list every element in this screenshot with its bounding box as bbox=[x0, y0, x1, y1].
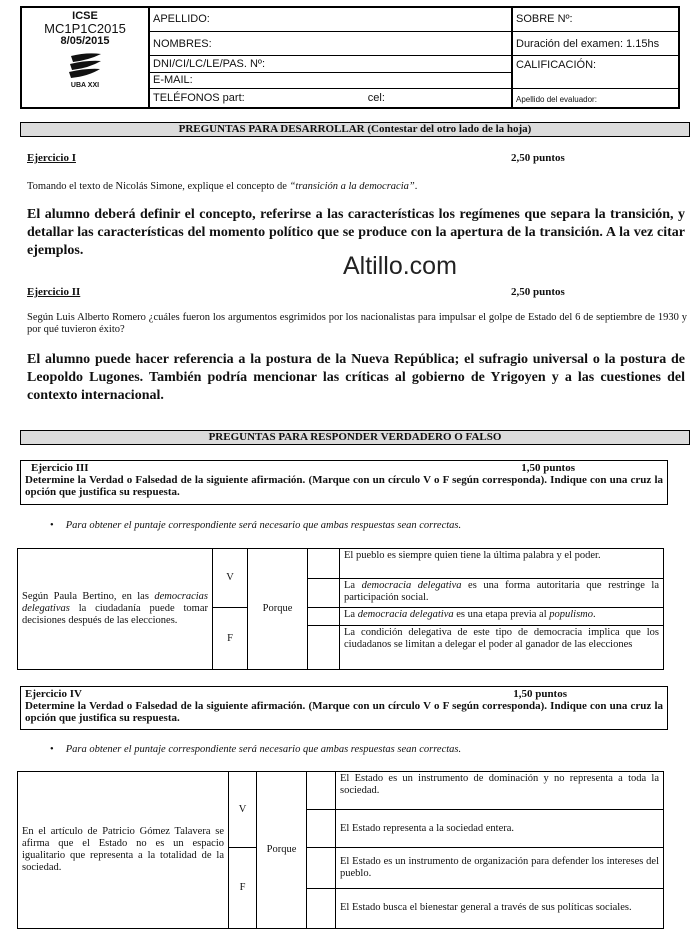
ej2-question: Según Luis Alberto Romero ¿cuáles fueron los argumentos esgrimidos por los nacionalistas para impulsar el golpe de Estado del 6 de septiembre de 1930 y por qué tuvieron éxito? bbox=[27, 312, 687, 335]
ej4-option-2: El Estado representa a la sociedad entera. bbox=[336, 810, 664, 848]
nombres-field[interactable]: NOMBRES: bbox=[149, 31, 512, 55]
section-desarrollar-title: PREGUNTAS PARA DESARROLLAR (Contestar del otro lado de la hoja) bbox=[20, 122, 690, 137]
email-field[interactable]: E-MAIL: bbox=[149, 72, 512, 88]
ej4-porque: Porque bbox=[257, 772, 307, 929]
ej3-table bbox=[17, 548, 664, 670]
watermark: Altillo.com bbox=[343, 252, 457, 280]
ej3-option-2 bbox=[340, 579, 664, 608]
ej3-opt2-a: La bbox=[344, 580, 362, 592]
ej3-opt2-c: es una forma autoritaria que restringe la participación social. bbox=[344, 580, 659, 604]
bullet-icon: • bbox=[50, 744, 54, 755]
ej3-statement-a: Según Paula Bertino, en las bbox=[22, 591, 155, 602]
logo-org: UBA XXI bbox=[70, 82, 100, 89]
dni-field[interactable]: DNI/CI/LC/LE/PAS. Nº: bbox=[149, 56, 512, 72]
ej3-statement bbox=[18, 549, 213, 670]
ej2-title: Ejercicio II bbox=[27, 286, 81, 298]
ej3-opt3-term: democracia delegativa bbox=[357, 609, 454, 621]
ej4-check-3[interactable] bbox=[307, 848, 336, 888]
ej1-title: Ejercicio I bbox=[27, 152, 76, 164]
ej2-points: 2,50 puntos bbox=[511, 286, 565, 298]
ej1-question bbox=[27, 181, 687, 193]
ej3-option-f[interactable]: F bbox=[213, 608, 248, 670]
ej2-answer: El alumno puede hacer referencia a la postura de la Nueva República; el sufragio universal o la postura de Leopoldo Lugones. También podría mencionar las críticas al gobierno de Yrigoyen y a las cuestiones del contexto internacional. bbox=[27, 352, 685, 403]
ej4-option-3: El Estado es un instrumento de organización para defender los intereses del pueblo. bbox=[336, 848, 664, 888]
ej4-instruction: Determine la Verdad o Falsedad de la siguiente afirmación. (Marque con un círculo V o F según corresponda). Indique con una cruz la opción que justifica su respuesta. bbox=[25, 700, 663, 724]
ej3-instruction-box bbox=[20, 460, 668, 505]
header-logo-cell bbox=[21, 7, 149, 108]
ej3-title: Ejercicio III bbox=[31, 462, 89, 474]
ej4-option-4: El Estado busca el bienestar general a través de sus políticas sociales. bbox=[336, 888, 664, 928]
ej3-check-3[interactable] bbox=[308, 608, 340, 625]
cel-label: cel: bbox=[367, 92, 385, 105]
ej4-statement: En el artículo de Patricio Gómez Talavera se afirma que el Estado no es un espacio igualitario que representa a la totalidad de la sociedad. bbox=[18, 772, 229, 929]
logo-line-1: ICSE bbox=[72, 10, 98, 22]
ej4-check-1[interactable] bbox=[307, 772, 336, 810]
ej1-answer: El alumno deberá definir el concepto, referirse a las características los regímenes que separa la transición, y detallar las características del momento político que se produce con la apertura de la transición. A la vez citar ejemplos. bbox=[27, 207, 685, 258]
ej3-option-4: La condición delegativa de este tipo de democracia implica que los ciudadanos se limitan a delegar el poder al ganador de las elecciones bbox=[340, 625, 664, 669]
ej4-instruction-box bbox=[20, 686, 668, 730]
evaluador-field[interactable]: Apellido del evaluador: bbox=[512, 89, 679, 108]
ej3-opt3-a: La bbox=[344, 609, 358, 621]
ej3-opt2-term: democracia delegativa bbox=[361, 580, 462, 592]
telefonos-field[interactable] bbox=[149, 89, 512, 108]
ej3-note-text: Para obtener el puntaje correspondiente será necesario que ambas respuestas sean correctas. bbox=[65, 520, 462, 531]
ej3-check-2[interactable] bbox=[308, 579, 340, 608]
ej4-check-2[interactable] bbox=[307, 810, 336, 848]
section-vf-title: PREGUNTAS PARA RESPONDER VERDADERO O FALSO bbox=[20, 430, 690, 445]
ej3-points: 1,50 puntos bbox=[521, 462, 575, 474]
ej4-note bbox=[50, 744, 461, 755]
ej3-statement-term: democracias delegativas bbox=[22, 591, 208, 614]
ej3-opt3-c: es una etapa previa al bbox=[453, 609, 550, 621]
calificacion-field[interactable]: CALIFICACIÓN: bbox=[512, 56, 679, 89]
ej3-option-v[interactable]: V bbox=[213, 549, 248, 608]
ej3-opt3-term2: populismo bbox=[549, 609, 594, 621]
sobre-field[interactable]: SOBRE Nº: bbox=[512, 7, 679, 31]
ej4-table bbox=[17, 771, 664, 929]
ej3-instruction: Determine la Verdad o Falsedad de la siguiente afirmación. (Marque con un círculo V o F según corresponda). Indique con una cruz la opción que justifica su respuesta. bbox=[25, 474, 663, 498]
ej3-check-1[interactable] bbox=[308, 549, 340, 579]
header-table bbox=[20, 6, 680, 109]
bullet-icon: • bbox=[50, 520, 54, 531]
ej1-question-end: . bbox=[414, 181, 418, 192]
ej3-check-4[interactable] bbox=[308, 625, 340, 669]
ej1-question-a: Tomando el texto de Nicolás Simone, explique el concepto de bbox=[27, 181, 290, 192]
logo-line-2: MC1P1C2015 bbox=[44, 21, 126, 36]
ej4-option-f[interactable]: F bbox=[229, 848, 257, 929]
ej4-points: 1,50 puntos bbox=[513, 688, 567, 700]
ej1-question-concept: “transición a la democracia” bbox=[289, 181, 415, 192]
telefonos-label: TELÉFONOS part: bbox=[153, 92, 245, 105]
ej4-check-4[interactable] bbox=[307, 888, 336, 928]
duracion-label: Duración del examen: 1.15hs bbox=[512, 31, 679, 55]
ej4-title: Ejercicio IV bbox=[25, 688, 82, 700]
logo-date: 8/05/2015 bbox=[60, 35, 110, 47]
ej3-option-1: El pueblo es siempre quien tiene la última palabra y el poder. bbox=[340, 549, 664, 579]
ej3-statement-c: la ciudadanía puede tomar decisiones después de las elecciones. bbox=[22, 603, 208, 626]
ej3-note bbox=[50, 520, 461, 531]
ej1-points: 2,50 puntos bbox=[511, 152, 565, 164]
ej3-porque: Porque bbox=[248, 549, 308, 670]
ej3-option-3 bbox=[340, 608, 664, 625]
ej3-opt3-e: . bbox=[593, 609, 596, 621]
ej4-note-text: Para obtener el puntaje correspondiente será necesario que ambas respuestas sean correctas. bbox=[65, 744, 462, 755]
uba-xxi-logo-icon bbox=[65, 50, 105, 80]
ej4-option-v[interactable]: V bbox=[229, 772, 257, 848]
apellido-field[interactable]: APELLIDO: bbox=[149, 7, 512, 31]
ej4-option-1: El Estado es un instrumento de dominación y no representa a toda la sociedad. bbox=[336, 772, 664, 810]
